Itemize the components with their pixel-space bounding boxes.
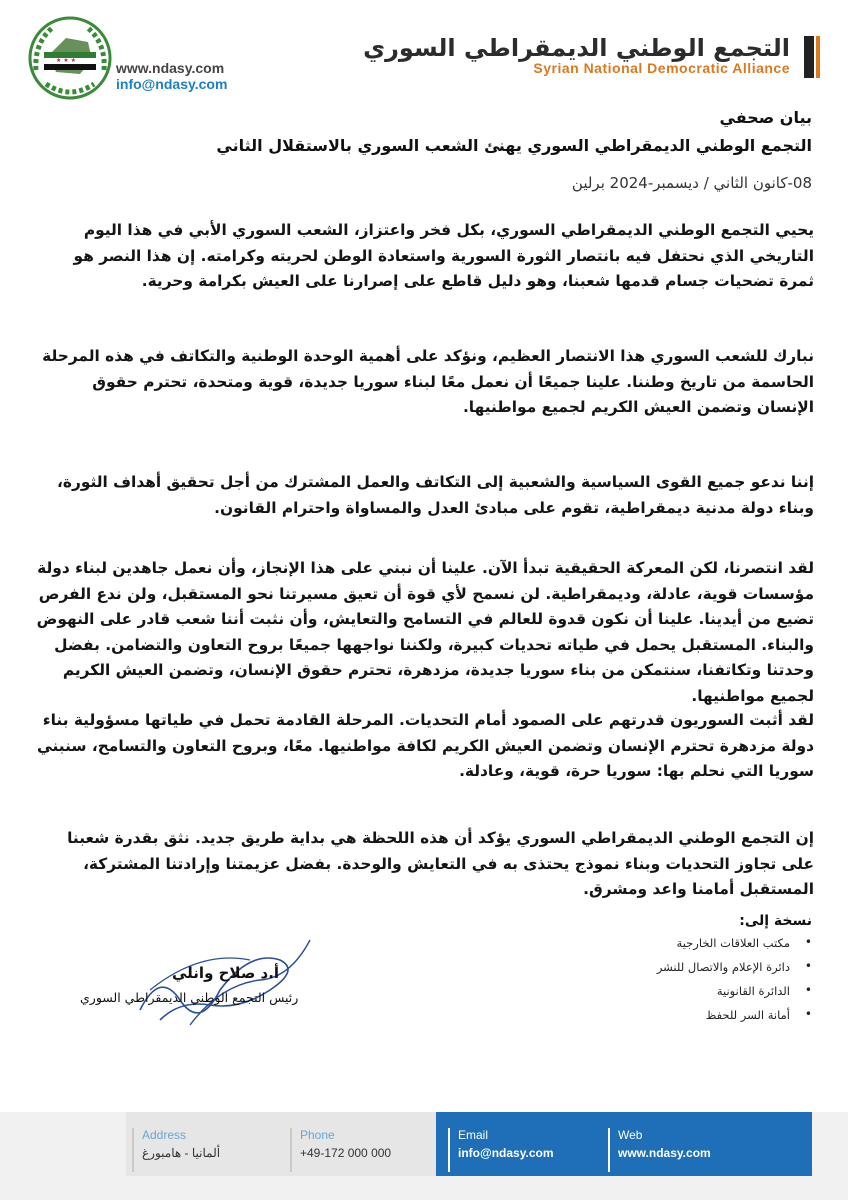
list-item: • دائرة الإعلام والاتصال للنشر	[612, 960, 812, 984]
handwritten-signature	[120, 930, 320, 1040]
footer-email-label: Email	[458, 1128, 489, 1142]
list-item: • الدائرة القانونية	[612, 984, 812, 1008]
footer-phone-label: Phone	[300, 1128, 335, 1142]
footer-phone-value[interactable]: +49-172 000 000	[300, 1146, 392, 1160]
signatory-role: رئيس التجمع الوطني الديمقراطي السوري	[80, 990, 299, 1005]
copies-title: نسخة إلى:	[739, 913, 812, 929]
footer-phone	[290, 1128, 391, 1160]
footer-web	[608, 1128, 711, 1160]
paragraph-6: إن التجمع الوطني الديمقراطي السوري يؤكد أن هذه اللحظة هي بداية طريق جديد. نثق بقدرة شعبنا على تجاوز التحديات وبناء نموذج يحتذى به في التعايش والوحدة. بفضل عزيمتنا وإرادتنا المشتركة، المستقبل أمامنا واعد ومشرق.	[67, 829, 814, 898]
org-name-arabic: التجمع الوطني الديمقراطي السوري	[363, 34, 790, 62]
footer-address-value: ألمانيا - هامبورغ	[142, 1146, 221, 1160]
list-item: • أمانة السر للحفظ	[612, 1008, 812, 1032]
footer-email-value[interactable]: info@ndasy.com	[458, 1146, 554, 1160]
footer-web-label: Web	[618, 1128, 643, 1142]
header-accent-stripe	[816, 36, 820, 78]
org-name-english: Syrian National Democratic Alliance	[533, 60, 790, 76]
svg-text:★ ★ ★: ★ ★ ★	[56, 57, 76, 64]
signatory-name: أ.د صلاح وانلي	[172, 964, 280, 982]
list-item: • مكتب العلاقات الخارجية	[612, 936, 812, 960]
footer-address	[132, 1128, 220, 1160]
statement-date: 08-كانون الثاني / ديسمبر-2024 برلين	[571, 174, 812, 192]
header-website[interactable]: www.ndasy.com	[116, 60, 225, 76]
footer-email	[448, 1128, 554, 1160]
footer-web-value[interactable]: www.ndasy.com	[618, 1146, 711, 1160]
statement-title: التجمع الوطني الديمقراطي السوري يهنئ الشعب السوري بالاستقلال الثاني	[216, 136, 812, 155]
paragraph-5: لقد أثبت السوريون قدرتهم على الصمود أمام التحديات. المرحلة القادمة تحمل في طياتها مسؤولية بناء دولة مزدهرة تحترم الإنسان وتضمن العيش الكريم لكافة مواطنيها. معًا، وبروح التعاون والتسامح، سنبني سوريا التي نحلم بها: سوريا حرة، قوية، وعادلة.	[36, 711, 814, 780]
olive-wreath-map-logo	[26, 14, 114, 102]
paragraph-1: يحيي التجمع الوطني الديمقراطي السوري، بكل فخر واعتزاز، الشعب السوري الأبي في هذا اليوم التاريخي الذي نحتفل فيه بانتصار الثورة السورية واستعادة الوطن لحريته وكرامته. إن هذا النصر هو ثمرة تضحيات جسام قدمها شعبنا، وهو دليل قاطع على إصرارنا على العيش بكرامة وحرية.	[73, 221, 814, 290]
copies-list	[612, 936, 812, 1032]
paragraph-3: إننا ندعو جميع القوى السياسية والشعبية إلى التكاتف والعمل المشترك من أجل تحقيق أهداف الثورة، وبناء دولة مدنية ديمقراطية، تقوم على مبادئ العدل والمساواة واحترام القانون.	[57, 473, 814, 517]
paragraph-4: لقد انتصرنا، لكن المعركة الحقيقية تبدأ الآن. علينا أن نبني على هذا الإنجاز، وأن نعمل جاهدين لبناء دولة مؤسسات قوية، عادلة، وديمقراطية. لن نسمح لأي قوة أن تعيق مسيرتنا نحو المستقبل، ولن ندع الفرص تضيع من أيدينا. علينا أن نكون قدوة للعالم في التسامح والتعايش، وأن نثبت أننا شعب قادر على النهوض والبناء. المستقبل يحمل في طياته تحديات كبيرة، ولكننا نواجهها جميعًا بروح التعاون والتضامن. بفضل وحدتنا وتكاتفنا، سنتمكن من بناء سوريا جديدة، مزدهرة، تحترم حقوق الإنسان، وتضمن العيش الكريم لجميع مواطنيها.	[36, 559, 814, 705]
header-accent-bar	[804, 36, 814, 78]
footer-address-label: Address	[142, 1128, 187, 1142]
header-email[interactable]: info@ndasy.com	[116, 76, 228, 92]
statement-type: بيان صحفي	[719, 108, 812, 127]
paragraph-2: نبارك للشعب السوري هذا الانتصار العظيم، ونؤكد على أهمية الوحدة الوطنية والتكاتف في هذه المرحلة الحاسمة من تاريخ وطننا. علينا جميعًا أن نعمل معًا لبناء سوريا جديدة، قوية ومتحدة، تحترم حقوق الإنسان وتضمن العيش الكريم لجميع مواطنيها.	[42, 347, 814, 416]
